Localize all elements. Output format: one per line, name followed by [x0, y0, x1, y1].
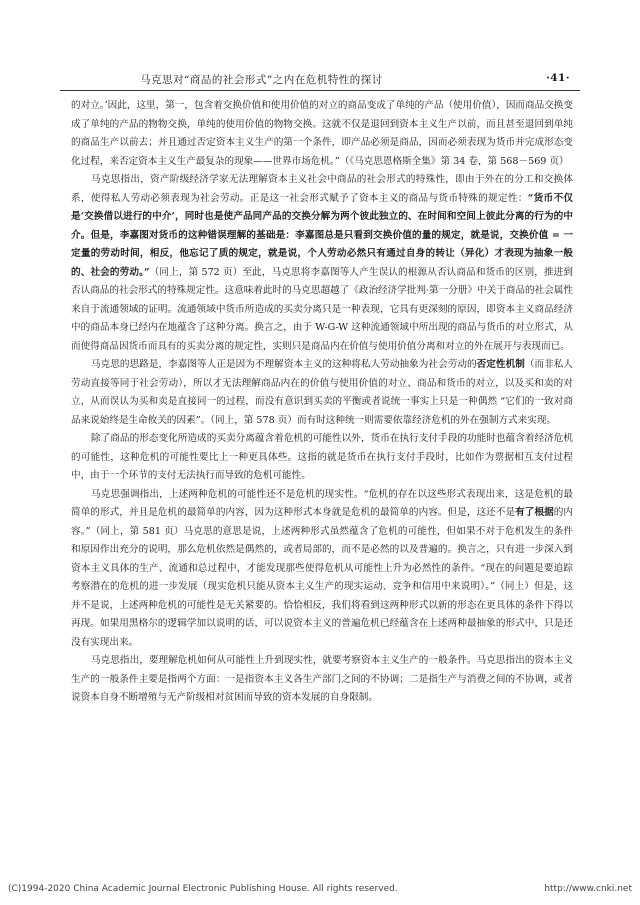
paragraph-text: 马克思的思路是，李嘉图等人正是因为不理解资本主义的这种将私人劳动抽象为社会劳动的: [91, 359, 477, 370]
paragraph-text: （而非私人劳动直接等同于社会劳动），所以才无法理解商品内在的价值与使用价值的对立、商品和货币的对立，以及买和卖的对立，从而误认为买和卖是直接同一的过程，而没有意识到买卖的平衡或者说统一事实上只是一种偶然 “它们的一致对商品来说始终是生命攸关的因素”。（同上，第 578 页）而有时这种统一则需要依靠经济危机的外在强制方式来实现。: [71, 359, 574, 426]
paragraph-text: （同上，第 572 页）至此，马克思将李嘉图等人产生误认的根源从否认商品和货币的区别，推进到否认商品的社会形式的特殊规定性。这意味着此时的马克思超越了《政治经济学批判·第一分册》中关于商品的社会属性来自于流通领域的证明。流通领域中货币所造成的买卖分离只是一种表现，它具有更深刻的原因，即资本主义商品经济中的商品本身已经内在地蕴含了这种分离。换言之，由于 W-G-W 这种流通领域中所出现的商品与货币的对立形式，从而使得商品因货币而具有的买卖分离的规定性，实则只是商品内在价值与使用价值分离和对立的外在展开与表现而已。: [71, 266, 573, 352]
body-paragraph: [71, 171, 573, 356]
body-paragraph: [71, 486, 573, 653]
body-paragraph: [71, 430, 573, 486]
paragraph-text: 除了商品的形态变化所造成的买卖分离蕴含着危机的可能性以外，货币在执行支付手段的功能时也蕴含着经济危机的可能性，这种危机的可能性要比上一种更具体些。这指的就是货币在执行支付手段时，比如作为票据相互支付过程中，由于一个环节的支付无法执行而导致的危机可能性。: [71, 433, 573, 481]
body-paragraph: [71, 97, 573, 171]
body-paragraph: [71, 356, 573, 430]
paragraph-text: 马克思指出，要理解危机如何从可能性上升到现实性，就要考察资本主义生产的一般条件。马克思指出的资本主义生产的一般条件主要是指两个方面：一是指资本主义各生产部门之间的不协调；二是指生产与消费之间的不协调，或者说资本自身不断增殖与无产阶级相对贫困而导致的资本发展的自身限制。: [71, 655, 573, 703]
copyright-footer: [8, 884, 632, 894]
paragraph-text: 马克思指出，资产阶级经济学家无法理解资本主义社会中商品的社会形式的特殊性，即由于外在的分工和交换体系，使得私人劳动必须表现为社会劳动。正是这一社会形式赋予了资本主义的商品与货币特殊的规定性：: [71, 174, 573, 204]
header-rule: [60, 90, 580, 91]
paragraph-text: 的内容。”（同上，第 581 页）马克思的意思是说，上述两种形式虽然蕴含了危机的可能性，但如果不对于危机发生的条件和原因作出充分的说明，那么危机依然是偶然的，或者局部的，而不是必然的以及普遍的。换言之，只有进一步深入到资本主义具体的生产、流通和总过程中，才能发现那些使得危机从可能性上升为必然性的条件。“现在的问题是要追踪考察潜在的危机的进一步发展（现实危机只能从资本主义生产的现实运动、竞争和信用中来说明）。”（同上）但是，这并不是说，上述两种危机的可能性是无关紧要的。恰恰相反，我们将看到这两种形式以新的形态在更具体的条件下得以再现。如果用黑格尔的逻辑学加以说明的话，可以说资本主义的普遍危机已经蕴含在上述两种最抽象的形式中，只是还没有实现出来。: [71, 507, 574, 648]
body-paragraph: [71, 652, 573, 708]
emphasized-text: 有了根据: [515, 507, 554, 518]
article-body: [71, 97, 573, 708]
paragraph-text: 马克思强调指出，上述两种危机的可能性还不是危机的现实性。“危机的存在以这些形式表现出来，这是危机的最简单的形式，并且是危机的最简单的内容，因为这种形式本身就是危机的最简单的内容。但是，这还不是: [71, 488, 573, 518]
running-title: 马克思对“商品的社会形式”之内在危机特性的探讨: [140, 74, 383, 86]
emphasized-text: “货币不仅是‘交换借以进行的中介’，同时也是使产品同产品的交换分解为两个彼此独立的、在时间和空间上彼此分离的行为的中介。但是，李嘉图对货币的这种错误理解的基础是：李嘉图总是只看到交换价值的量的规定，就是说，交换价值 = 一定量的劳动时间，相反，他忘记了质的规定，就是说，个人劳动必然只有通过自身的转让（异化）才表现为抽象一般的、社会的劳动。”: [71, 192, 573, 278]
cnki-url: http://www.cnki.net: [544, 884, 632, 894]
copyright-text: (C)1994-2020 China Academic Journal Electronic Publishing House. All rights reserved.: [8, 884, 398, 894]
emphasized-text: 否定性机制: [476, 359, 525, 370]
running-header: [60, 68, 580, 88]
paragraph-text: 的对立。’因此，这里，第一，包含着交换价值和使用价值的对立的商品变成了单纯的产品（使用价值），因而商品交换变成了单纯的产品的物物交换，单纯的使用价值的物物交换。这就不仅是退回到资本主义生产以前，而且甚至退回到单纯的商品生产以前去；并且通过否定资本主义生产的第一个条件，即产品必须是商品，因而必须表现为货币并完成形态变化过程，来否定资本主义生产最复杂的现象——世界市场危机。”（《马克思恩格斯全集》第 34 卷，第 568－569 页）: [71, 100, 573, 167]
page-number: ·41·: [546, 72, 570, 84]
